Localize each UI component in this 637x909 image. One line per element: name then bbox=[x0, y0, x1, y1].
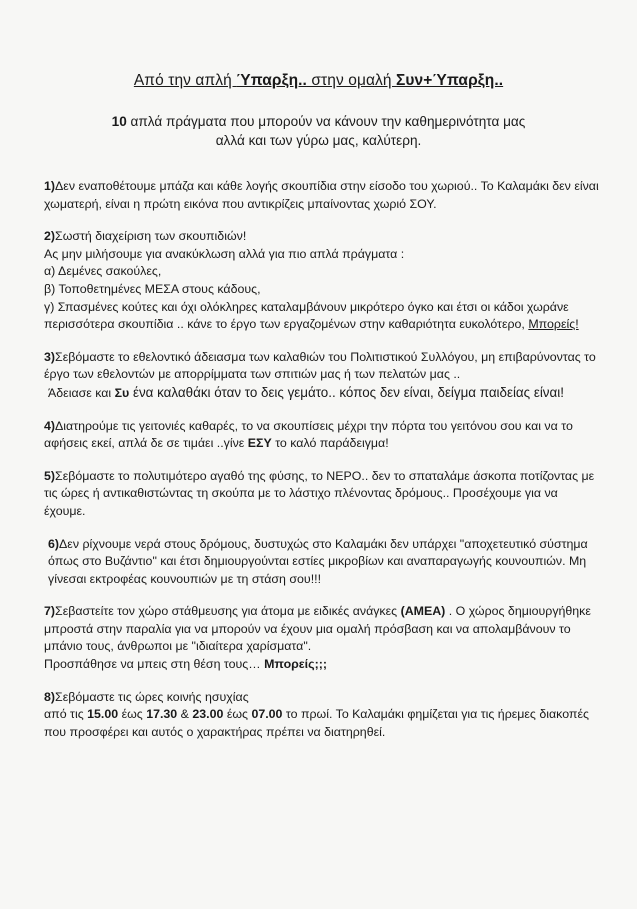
items-list bbox=[44, 178, 601, 756]
item-text-after: το καλό παράδειγμα! bbox=[271, 436, 389, 451]
item-number: 6) bbox=[48, 536, 60, 551]
item-subpoint-a: α) Δεμένες σακούλες, bbox=[44, 264, 162, 279]
item-heading: Σεβόμαστε τις ώρες κοινής ησυχίας bbox=[55, 689, 249, 704]
item-text: Σεβόμαστε το εθελοντικό άδειασμα των καλαθιών του Πολιτιστικού Συλλόγου, μη επιβαρύνοντας το έργο των εθελοντών με απορρίμματα των σπιτιών μας ή των πελατών μας .. bbox=[44, 349, 596, 382]
list-item-2 bbox=[44, 228, 601, 334]
hours-text: από τις bbox=[44, 707, 88, 722]
item-text: Ας μην μιλήσουμε για ανακύκλωση αλλά για πιο απλά πράγματα : bbox=[44, 246, 405, 261]
title-middle: στην ομαλή bbox=[306, 72, 397, 89]
list-item-5 bbox=[44, 468, 601, 521]
item-number: 2) bbox=[44, 229, 56, 244]
item-text: Σεβαστείτε τον χώρο στάθμευσης για άτομα με ειδικές ανάγκες bbox=[55, 604, 401, 619]
subtitle-line1: απλά πράγματα που μπορούν να κάνουν την καθημερινότητα μας bbox=[126, 114, 526, 129]
item-text: Δεν εναποθέτουμε μπάζα και κάθε λογής σκουπίδια στην είσοδο του χωριού.. Το Καλαμάκι δεν είναι χωματερή, είναι η πρώτη εικόνα που αντικρίζεις μπαίνοντας χωριό ΣΟΥ. bbox=[44, 179, 599, 211]
list-item-8 bbox=[44, 689, 601, 742]
hours-end-1: 17.30 bbox=[146, 707, 178, 722]
item-subpoint-b: β) Τοποθετημένες ΜΕΣΑ στους κάδους, bbox=[44, 281, 261, 296]
title-bold-existence: Ύπαρξη.. bbox=[236, 72, 307, 89]
item-text-after: . Ο χώρος δημιουργήθηκε μπροστά στην παραλία για να μπορούν να έχουν μια ομαλή πρόσβαση και να απολαμβάνουν το μπάνιο τους, άνθρωποι με "ιδιαίτερα χαρίσματα". bbox=[44, 604, 591, 654]
item-bold-can-you: Μπορείς;;; bbox=[264, 657, 327, 672]
subtitle-number: 10 bbox=[111, 114, 127, 129]
hours-text: & bbox=[177, 707, 193, 722]
list-item-1 bbox=[44, 178, 601, 213]
item-bold-you: ΕΣΥ bbox=[247, 436, 272, 451]
list-item-3 bbox=[44, 349, 601, 403]
document-subtitle bbox=[40, 112, 597, 150]
title-prefix: Από την απλή bbox=[133, 72, 237, 89]
hours-text: το πρωί. Το Καλαμάκι φημίζεται για τις ήρεμες διακοπές που προσφέρει και αυτός ο χαρακτήρας πρέπει να διατηρηθεί. bbox=[44, 707, 589, 739]
item-number: 5) bbox=[44, 468, 56, 483]
list-item-6 bbox=[44, 536, 601, 589]
item-text-2a: Προσπάθησε να μπεις στη θέση τους… bbox=[44, 657, 265, 672]
item-heading: Σωστή διαχείριση των σκουπιδιών! bbox=[55, 229, 247, 244]
item-text: Διατηρούμε τις γειτονιές καθαρές, το να σκουπίσεις μέχρι την πόρτα του γειτόνου σου και να το αφήσεις εκεί, απλά δε σε τιμάει ..γίνε bbox=[44, 418, 573, 451]
hours-text: έως bbox=[223, 707, 252, 722]
hours-text: έως bbox=[118, 707, 147, 722]
document-title bbox=[0, 72, 637, 90]
you-can-text: Μπορείς! bbox=[528, 317, 579, 332]
item-number: 1) bbox=[44, 179, 56, 193]
hours-end-2: 07.00 bbox=[251, 707, 283, 722]
item-text: Δεν ρίχνουμε νερά στους δρόμους, δυστυχώς στο Καλαμάκι δεν υπάρχει "αποχετευτικό σύστημα όπως στο Βυζάντιο" και έτσι δημιουργούνται εστίες μικροβίων και αναπαραγωγής κουνουπιών. Μη γίνεσαι εκτροφέας κουνουπιών με τη στάση σου!!! bbox=[48, 536, 588, 586]
item-text-2c: ένα καλαθάκι όταν το δεις γεμάτο.. κόπος δεν είναι, δείγμα παιδείας είναι! bbox=[129, 384, 564, 400]
hours-start-1: 15.00 bbox=[87, 707, 119, 722]
item-bold-you: Συ bbox=[114, 385, 130, 400]
item-number: 8) bbox=[44, 689, 56, 704]
item-subpoint-c: γ) Σπασμένες κούτες και όχι ολόκληρες καταλαμβάνουν μικρότερο όγκο και έτσι οι κάδοι χωράνε περισσότερα σκουπίδια .. κάνε το έργο των εργαζομένων στην καθαριότητα ευκολότερο, bbox=[44, 299, 569, 332]
item-number: 4) bbox=[44, 418, 56, 433]
list-item-7 bbox=[44, 603, 601, 673]
hours-start-2: 23.00 bbox=[192, 707, 224, 722]
item-number: 3) bbox=[44, 349, 56, 364]
item-bold-amea: (ΑΜΕΑ) bbox=[400, 604, 446, 619]
title-bold-coexistence: Συν+Ύπαρξη.. bbox=[396, 72, 504, 89]
item-text: Σεβόμαστε το πολυτιμότερο αγαθό της φύσης, το ΝΕΡΟ.. δεν το σπαταλάμε άσκοπα ποτίζοντας με τις ώρες ή αντικαθιστώντας τη σκούπα με το λάστιχο πλένοντας δρόμους.. Προσέχουμε για να έχουμε. bbox=[44, 468, 595, 518]
subtitle-line2: αλλά και των γύρω μας, καλύτερη. bbox=[215, 133, 422, 148]
item-text-2a: Άδειασε και bbox=[48, 385, 115, 400]
list-item-4 bbox=[44, 418, 601, 453]
item-number: 7) bbox=[44, 604, 56, 619]
